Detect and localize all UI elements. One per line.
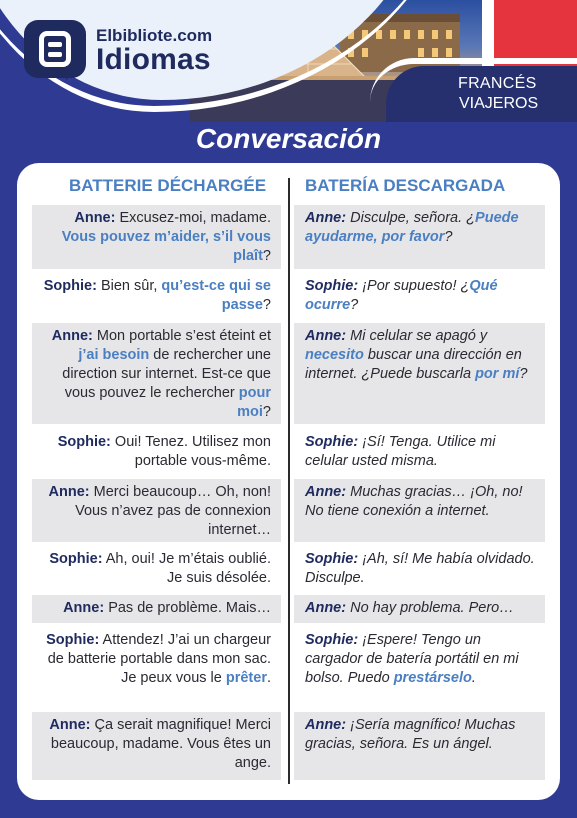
french-line: [32, 712, 281, 780]
dialogue-text: Bien sûr,: [96, 278, 162, 294]
speaker-name: Anne:: [48, 484, 90, 500]
highlighted-phrase: Puede ayudarme, por favor: [305, 210, 519, 245]
speaker-name: Anne:: [49, 717, 91, 733]
spanish-line: [294, 479, 545, 542]
speaker-name: Anne:: [74, 210, 116, 226]
topic-tag: VIAJEROS: [459, 95, 539, 112]
speaker-name: Sophie:: [43, 278, 97, 294]
french-line: [32, 627, 281, 709]
speaker-name: Anne:: [305, 210, 347, 226]
dialogue-text: ¡Espere! Tengo un cargador de batería portátil en mi bolso. Puedo: [305, 632, 519, 686]
dialogue-text: Ça serait magnifique! Merci beaucoup, madame. Vous êtes un ange.: [50, 717, 271, 771]
speaker-name: Anne:: [63, 600, 105, 616]
brand-site-name: Elbibliote.com: [96, 26, 213, 45]
spanish-line: [294, 273, 545, 321]
dialogue-text: .: [471, 670, 476, 686]
dialogue-text: Muchas gracias… ¡Oh, no! No tiene conexión a internet.: [305, 484, 523, 519]
dialogue-text: ?: [262, 248, 271, 264]
dialogue-text: Mi celular se apagó y: [346, 328, 488, 344]
page-title: Conversación: [195, 123, 382, 154]
spanish-column-header: BATERÍA DESCARGADA: [305, 176, 506, 195]
spanish-line: [294, 712, 545, 780]
column-divider: [288, 178, 290, 784]
dialogue-text: ?: [444, 229, 453, 245]
dialogue-text: Oui! Tenez. Utilisez mon portable vous-même.: [110, 434, 271, 469]
dialogue-text: Ah, oui! Je m’étais oublié. Je suis désolée.: [102, 551, 271, 586]
dialogue-text: ?: [519, 366, 528, 382]
spanish-line: [294, 323, 545, 424]
spanish-line: [294, 627, 545, 709]
speaker-name: Anne:: [305, 717, 347, 733]
highlighted-phrase: pour moi: [237, 385, 271, 420]
speaker-name: Sophie:: [305, 278, 359, 294]
speaker-name: Anne:: [51, 328, 93, 344]
dialogue-text: .: [266, 670, 271, 686]
french-line: [32, 205, 281, 269]
dialogue-text: de rechercher une direction sur internet. Est-ce que vous pouvez le rechercher: [62, 347, 271, 401]
language-tag: FRANCÉS: [458, 75, 537, 92]
french-line: [32, 546, 281, 592]
highlighted-phrase: necesito: [305, 347, 364, 363]
dialogue-text: ¡Por supuesto! ¿: [358, 278, 470, 294]
dialogue-text: ?: [350, 297, 359, 313]
speaker-name: Anne:: [305, 484, 347, 500]
dialogue-text: Pas de problème. Mais…: [104, 600, 271, 616]
dialogue-text: ¡Sí! Tenga. Utilice mi celular usted misma.: [305, 434, 496, 469]
dialogue-text: ?: [262, 297, 271, 313]
speaker-name: Anne:: [305, 600, 347, 616]
speaker-name: Sophie:: [305, 434, 359, 450]
highlighted-phrase: prêter: [225, 670, 267, 686]
dialogue-text: ¡Sería magnífico! Muchas gracias, señora. Es un ángel.: [305, 717, 516, 752]
highlighted-phrase: qu’est-ce qui se passe: [161, 278, 271, 313]
spanish-line: [294, 546, 545, 592]
logo-glyph: [39, 31, 71, 67]
dialogue-text: Disculpe, señora. ¿: [346, 210, 476, 226]
dialogue-text: Excusez-moi, madame.: [115, 210, 271, 226]
speaker-name: Sophie:: [305, 551, 359, 567]
speaker-name: Sophie:: [57, 434, 111, 450]
french-line: [32, 429, 281, 477]
dialogue-text: No hay problema. Pero…: [346, 600, 514, 616]
spanish-line: [294, 595, 545, 623]
highlighted-phrase: prestárselo: [393, 670, 472, 686]
spanish-line: [294, 429, 545, 477]
speaker-name: Anne:: [305, 328, 347, 344]
highlighted-phrase: Qué ocurre: [305, 278, 498, 313]
speaker-name: Sophie:: [46, 632, 100, 648]
french-line: [32, 595, 281, 623]
french-line: [32, 273, 281, 321]
dialogue-text: Mon portable s’est éteint et: [92, 328, 271, 344]
speaker-name: Sophie:: [49, 551, 103, 567]
speaker-name: Sophie:: [305, 632, 359, 648]
header-banner: [0, 0, 577, 122]
spanish-line: [294, 205, 545, 269]
dialogue-text: ¡Ah, sí! Me había olvidado. Disculpe.: [305, 551, 535, 586]
french-line: [32, 323, 281, 424]
dialogue-text: Attendez! J’ai un chargeur de batterie portable dans mon sac. Je peux vous le: [47, 632, 271, 686]
highlighted-phrase: j’ai besoin: [78, 347, 150, 363]
dialogue-text: ?: [262, 404, 271, 420]
dialogue-text: Merci beaucoup… Oh, non! Vous n’avez pas de connexion internet…: [75, 484, 271, 538]
brand-product-name: Idiomas: [96, 43, 211, 76]
highlighted-phrase: por mí: [475, 366, 520, 382]
dialogue-text: buscar una dirección en internet. ¿Puede buscarla: [305, 347, 522, 382]
french-column-header: BATTERIE DÉCHARGÉE: [68, 176, 267, 195]
highlighted-phrase: Vous pouvez m’aider, s’il vous plaît: [61, 229, 271, 264]
logo-tail: [66, 66, 80, 80]
french-line: [32, 479, 281, 542]
